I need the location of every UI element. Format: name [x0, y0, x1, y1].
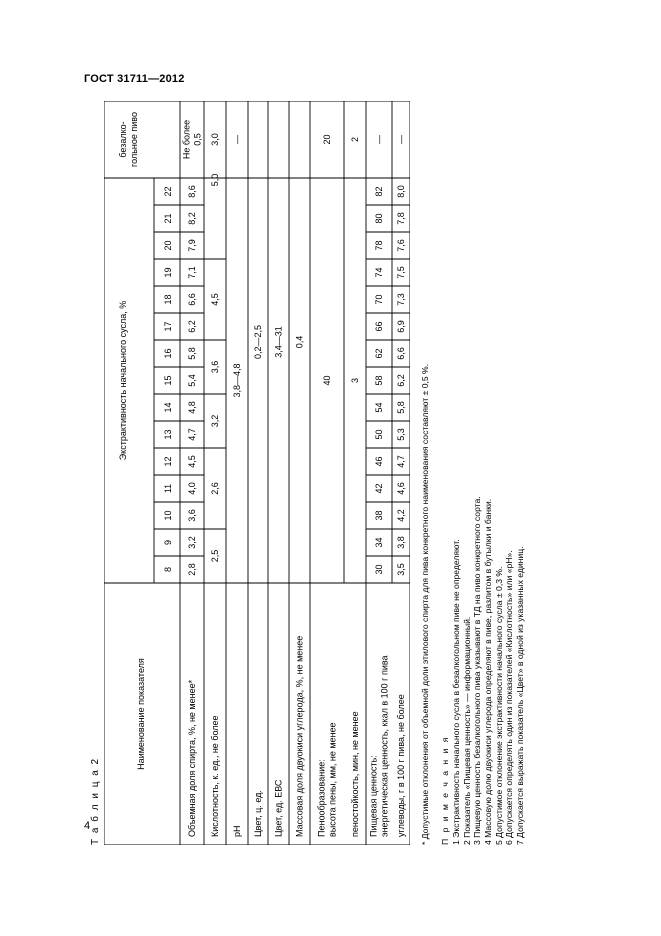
- note-item: 2 Показатель «Пищевая ценность» — информационный.: [461, 616, 472, 845]
- table-header-name: Наименование показателя: [136, 658, 146, 770]
- table-col-header: 20: [163, 240, 173, 251]
- table-cell-value: 62: [374, 348, 384, 359]
- table-cell-value: 6,2: [396, 374, 406, 387]
- table-col-header: 11: [163, 483, 173, 494]
- table-row-label: pH: [232, 825, 242, 837]
- table-cell-value: —: [232, 135, 242, 144]
- table-cell-value: 5,0: [210, 173, 220, 187]
- table-col-header: 19: [163, 267, 173, 278]
- table-cell-value: 5,4: [187, 374, 197, 387]
- table-cell-value: 46: [374, 456, 384, 467]
- table-cell-value: 78: [374, 240, 384, 251]
- table-cell-value: 74: [374, 267, 384, 278]
- table-col-header: 10: [163, 510, 173, 521]
- table-cell-value: 6,2: [187, 320, 197, 333]
- table-cell-value: 34: [374, 537, 384, 548]
- table-col-header: 16: [163, 348, 173, 359]
- table-row-label: энергетическая ценность, ккал в 100 г пива: [379, 655, 390, 837]
- table-row-label: углеводы, г в 100 г пива, не более: [396, 694, 406, 837]
- note-item: 6 Допускается определять один из показателей «Кислотность» или «pH».: [504, 550, 515, 845]
- table-cell-value: 3,2: [210, 414, 220, 428]
- table-cell-value: 7,1: [187, 266, 197, 279]
- table-caption: Т а б л и ц а 2: [90, 757, 101, 845]
- table-row-label: Пенообразование:: [316, 759, 327, 837]
- table-col-header: 8: [163, 566, 173, 573]
- table-col-header: 21: [163, 213, 173, 224]
- table-cell-value: 7,5: [396, 266, 406, 279]
- table-cell-value: 3,8: [396, 536, 406, 549]
- table-cell-value: 30: [374, 564, 384, 575]
- table-cell-value: 82: [374, 186, 384, 197]
- table-cell-value: 7,9: [187, 239, 197, 252]
- table-cell-value: 2,8: [187, 563, 197, 576]
- table-cell-value: 2,6: [210, 482, 220, 495]
- table-header-last: гольное пиво: [129, 112, 139, 167]
- note-item: 4 Массовую долю двуокиси углерода определяют в пиве, разлитом в бутылки и банки.: [482, 498, 493, 845]
- table-cell-value: 4,5: [210, 293, 220, 306]
- table-cell-value: 3,6: [187, 509, 197, 522]
- table-cell-value: 2: [350, 136, 360, 143]
- notes-block: [420, 100, 525, 845]
- table-cell-value: 40: [322, 375, 332, 386]
- table-cell-value: 3,0: [210, 133, 220, 146]
- notes-title: П р и м е ч а н и я: [439, 735, 450, 845]
- table-col-header: 13: [163, 429, 173, 440]
- table-cell-value: 66: [374, 321, 384, 332]
- table-cell-value: 5,3: [396, 428, 406, 441]
- note-item: 7 Допускается выражать показатель «Цвет» в одной из указанных единиц.: [514, 546, 525, 845]
- table-cell-value: 6,9: [396, 320, 406, 333]
- table-cell-value: 6,6: [396, 347, 406, 360]
- table-row-label: пеностойкость, мин, не менее: [350, 711, 360, 837]
- table-cell-value: 4,5: [187, 455, 197, 468]
- table-cell-value: 4,7: [396, 455, 406, 468]
- table-col-header: 14: [163, 402, 173, 413]
- table-cell-value: 4,8: [187, 401, 197, 414]
- table-cell-value: —: [396, 135, 406, 144]
- table-cell-value: 3: [350, 377, 360, 384]
- table-col-header: 17: [163, 321, 173, 332]
- note-item: 1 Экстрактивность начального сусла в безалкогольном пиве не определяют.: [451, 539, 462, 845]
- table-cell-value: 3,8—4,8: [232, 363, 242, 398]
- table-cell-value: 3,4—31: [273, 326, 284, 358]
- table-cell-value: Не более: [181, 119, 192, 160]
- table-col-header: 22: [163, 186, 173, 197]
- table-cell-value: 5,8: [396, 401, 406, 414]
- table-cell-value: 7,8: [396, 212, 406, 225]
- rotated-content: [90, 95, 590, 845]
- document-header: ГОСТ 31711—2012: [84, 73, 185, 85]
- table-header-last: безалко-: [118, 121, 128, 158]
- table-col-header: 9: [163, 539, 173, 546]
- table-cell-value: 0,2—2,5: [253, 324, 263, 360]
- table-row-label: Объемная доля спирта, %, не менее*: [187, 679, 197, 837]
- table-cell-value: 7,6: [396, 239, 406, 252]
- indicators-table: [104, 101, 410, 845]
- table-cell-value: 8,0: [396, 185, 406, 198]
- table-row-label: высота пены, мм, не менее: [327, 722, 338, 837]
- table-cell-value: 4,7: [187, 428, 197, 441]
- table-cell-value: 4,6: [396, 482, 406, 495]
- table-cell-value: 20: [322, 134, 332, 145]
- table-cell-value: 3,6: [210, 360, 220, 374]
- table-header-group: Экстрактивность начального сусла, %: [118, 300, 128, 461]
- table-col-header: 15: [163, 375, 173, 386]
- table-cell-value: 0,4: [294, 335, 305, 349]
- footnote: * Допустимые отклонения от объемной доли этилового спирта для пива конкретного наименования составляют ± 0,5 %.: [420, 363, 430, 845]
- note-item: 3 Пищевую ценность безалкогольного пива указывают в ТД на пиво конкретного сорта.: [472, 496, 483, 845]
- table-cell-value: 38: [374, 510, 384, 521]
- table-row-label: Массовая доля двуокиси углерода, %, не менее: [294, 635, 305, 837]
- table-row-label: Цвет, ц. ед.: [253, 790, 263, 837]
- table-row-label: Пищевая ценность:: [368, 755, 379, 837]
- table-cell-value: 54: [374, 402, 384, 413]
- table-col-header: 18: [163, 294, 173, 305]
- table-cell-value: 50: [374, 429, 384, 440]
- table-cell-value: 4,2: [396, 509, 406, 522]
- table-cell-value: 3,5: [396, 563, 406, 576]
- table-row-label: Кислотность, к. ед., не более: [210, 715, 220, 837]
- table-cell-value: 5,8: [187, 347, 197, 360]
- table-cell-value: 42: [374, 483, 384, 494]
- page-number: 4: [84, 820, 91, 832]
- table-cell-value: 2,5: [210, 549, 220, 563]
- table-col-header: 12: [163, 456, 173, 467]
- table-cell-value: 6,6: [187, 293, 197, 306]
- note-item: 5 Допустимое отклонение экстрактивности начального сусла ± 0,3 %.: [493, 566, 504, 845]
- table-cell-value: 4,0: [187, 482, 197, 495]
- table-cell-value: 0,5: [192, 133, 203, 146]
- table-cell-value: 80: [374, 213, 384, 224]
- table-cell-value: 8,6: [187, 185, 197, 198]
- table-cell-value: 58: [374, 375, 384, 386]
- table-cell-value: 7,3: [396, 293, 406, 306]
- table-cell-value: —: [374, 135, 384, 144]
- table-row-label: Цвет, ед. ЕВС: [273, 779, 284, 837]
- table-cell-value: 70: [374, 294, 384, 305]
- table-cell-value: 3,2: [187, 536, 197, 549]
- table-cell-value: 8,2: [187, 212, 197, 225]
